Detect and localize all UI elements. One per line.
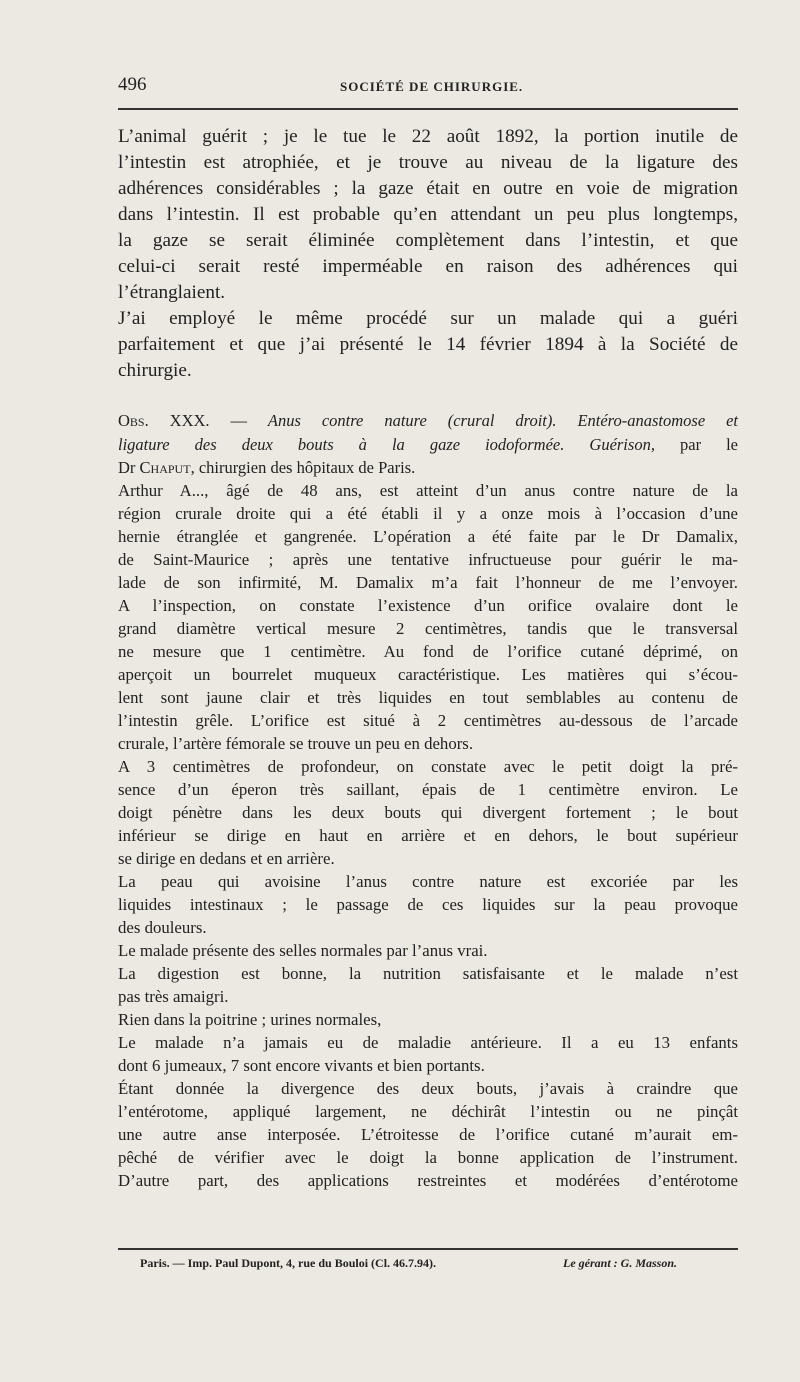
text-line: celui-ci serait resté imperméable en raison des adhérences qui [118, 256, 738, 277]
imprint-text: Paris. — Imp. Paul Dupont, 4, rue du Bouloi (Cl. 46.7.94). [140, 1256, 437, 1270]
text-line: grand diamètre vertical mesure 2 centimètres, tandis que le transversal [118, 619, 738, 638]
text-line: crurale, l’artère fémorale se trouve un peu en dehors. [118, 734, 474, 753]
text-line: l’intestin est atrophiée, et je trouve au niveau de la ligature des [118, 152, 738, 173]
text-line: se dirige en dedans et en arrière. [118, 849, 335, 868]
observation-heading [118, 409, 738, 480]
author-name: Chaput [139, 458, 191, 477]
text-line: Étant donnée la divergence des deux bouts, j’avais à craindre que [118, 1079, 738, 1098]
text-line: lade de son infirmité, M. Damalix m’a fait l’honneur de me l’envoyer. [118, 573, 738, 592]
text-line: L’animal guérit ; je le tue le 22 août 1892, la portion inutile de [118, 126, 738, 147]
text-line: Rien dans la poitrine ; urines normales, [118, 1010, 382, 1029]
text-line: la gaze se serait éliminée complètement dans l’intestin, et que [118, 230, 738, 251]
text-line: A l’inspection, on constate l’existence d’un orifice ovalaire dont le [118, 596, 738, 615]
text-line: une autre anse interposée. L’étroitesse de l’orifice cutané m’aurait em- [118, 1125, 738, 1144]
text-line: l’entérotome, appliqué largement, ne déchirât l’intestin ou ne pinçât [118, 1102, 738, 1121]
page-number: 496 [118, 74, 147, 95]
text-line: lent sont jaune clair et très liquides en tout semblables au contenu de [118, 688, 738, 707]
obs-author-line [118, 456, 738, 480]
text-line: La peau qui avoisine l’anus contre nature est excoriée par les [118, 872, 738, 891]
text-line: dont 6 jumeaux, 7 sont encore vivants et bien portants. [118, 1056, 485, 1075]
text-line: l’étranglaient. [118, 282, 226, 303]
author-suffix: , chirurgien des hôpitaux de Paris. [190, 458, 416, 477]
text-line: chirurgie. [118, 360, 192, 381]
observation-body [118, 479, 738, 1192]
intro-paragraphs [118, 124, 738, 384]
text-line: Le malade n’a jamais eu de maladie antérieure. Il a eu 13 enfants [118, 1033, 738, 1052]
printer-imprint [140, 1256, 720, 1271]
obs-label: Obs. XXX. — [118, 411, 247, 430]
text-line: liquides intestinaux ; le passage de ces liquides sur la peau provoque [118, 895, 738, 914]
text-line: pas très amaigri. [118, 987, 229, 1006]
obs-title-1: Anus contre nature (crural droit). Entéro-anastomose et [267, 411, 738, 430]
text-line: hernie étranglée et gangrenée. L’opération a été faite par le Dr Damalix, [118, 527, 738, 546]
text-line: D’autre part, des applications restreintes et modérées d’entérotome [118, 1171, 738, 1190]
text-line: A 3 centimètres de profondeur, on constate avec le petit doigt la pré- [118, 757, 738, 776]
text-line: dans l’intestin. Il est probable qu’en attendant un peu plus longtemps, [118, 204, 738, 225]
footer-rule [118, 1248, 738, 1250]
text-line: des douleurs. [118, 918, 207, 937]
obs-line-1 [118, 409, 738, 433]
text-line: sence d’un éperon très saillant, épais de 1 centimètre environ. Le [118, 780, 738, 799]
text-line: de Saint-Maurice ; après une tentative infructueuse pour guérir le ma- [118, 550, 738, 569]
gerant-text: Le gérant : G. Masson. [563, 1256, 678, 1270]
text-line: aperçoit un bourrelet muqueux caractéristique. Les matières qui s’écou- [118, 665, 738, 684]
obs-title-2: ligature des deux bouts à la gaze iodoformée. Guérison, [118, 434, 655, 454]
page-header [118, 74, 738, 100]
text-line: Arthur A..., âgé de 48 ans, est atteint d’un anus contre nature de la [118, 481, 738, 500]
author-prefix: Dr [118, 458, 136, 477]
running-title: SOCIÉTÉ DE CHIRURGIE. [340, 79, 524, 94]
text-line: J’ai employé le même procédé sur un malade qui a guéri [118, 308, 738, 329]
text-line: doigt pénètre dans les deux bouts qui divergent fortement ; le bout [118, 803, 738, 822]
text-line: inférieur se dirige en haut en arrière et en dehors, le bout supérieur [118, 826, 738, 845]
obs-title-tail: par le [680, 434, 739, 454]
obs-line-2 [118, 433, 738, 457]
text-line: l’intestin grêle. L’orifice est situé à 2 centimètres au-dessous de l’arcade [118, 711, 738, 730]
text-line: région crurale droite qui a été établi il y a onze mois à l’occasion d’une [118, 504, 738, 523]
text-line: pêché de vérifier avec le doigt la bonne application de l’instrument. [118, 1148, 738, 1167]
header-rule [118, 108, 738, 110]
text-line: parfaitement et que j’ai présenté le 14 février 1894 à la Société de [118, 334, 738, 355]
text-line: Le malade présente des selles normales par l’anus vrai. [118, 941, 488, 960]
text-line: ne mesure que 1 centimètre. Au fond de l’orifice cutané déprimé, on [118, 642, 738, 661]
text-line: adhérences considérables ; la gaze était en outre en voie de migration [118, 178, 738, 199]
text-line: La digestion est bonne, la nutrition satisfaisante et le malade n’est [118, 964, 738, 983]
